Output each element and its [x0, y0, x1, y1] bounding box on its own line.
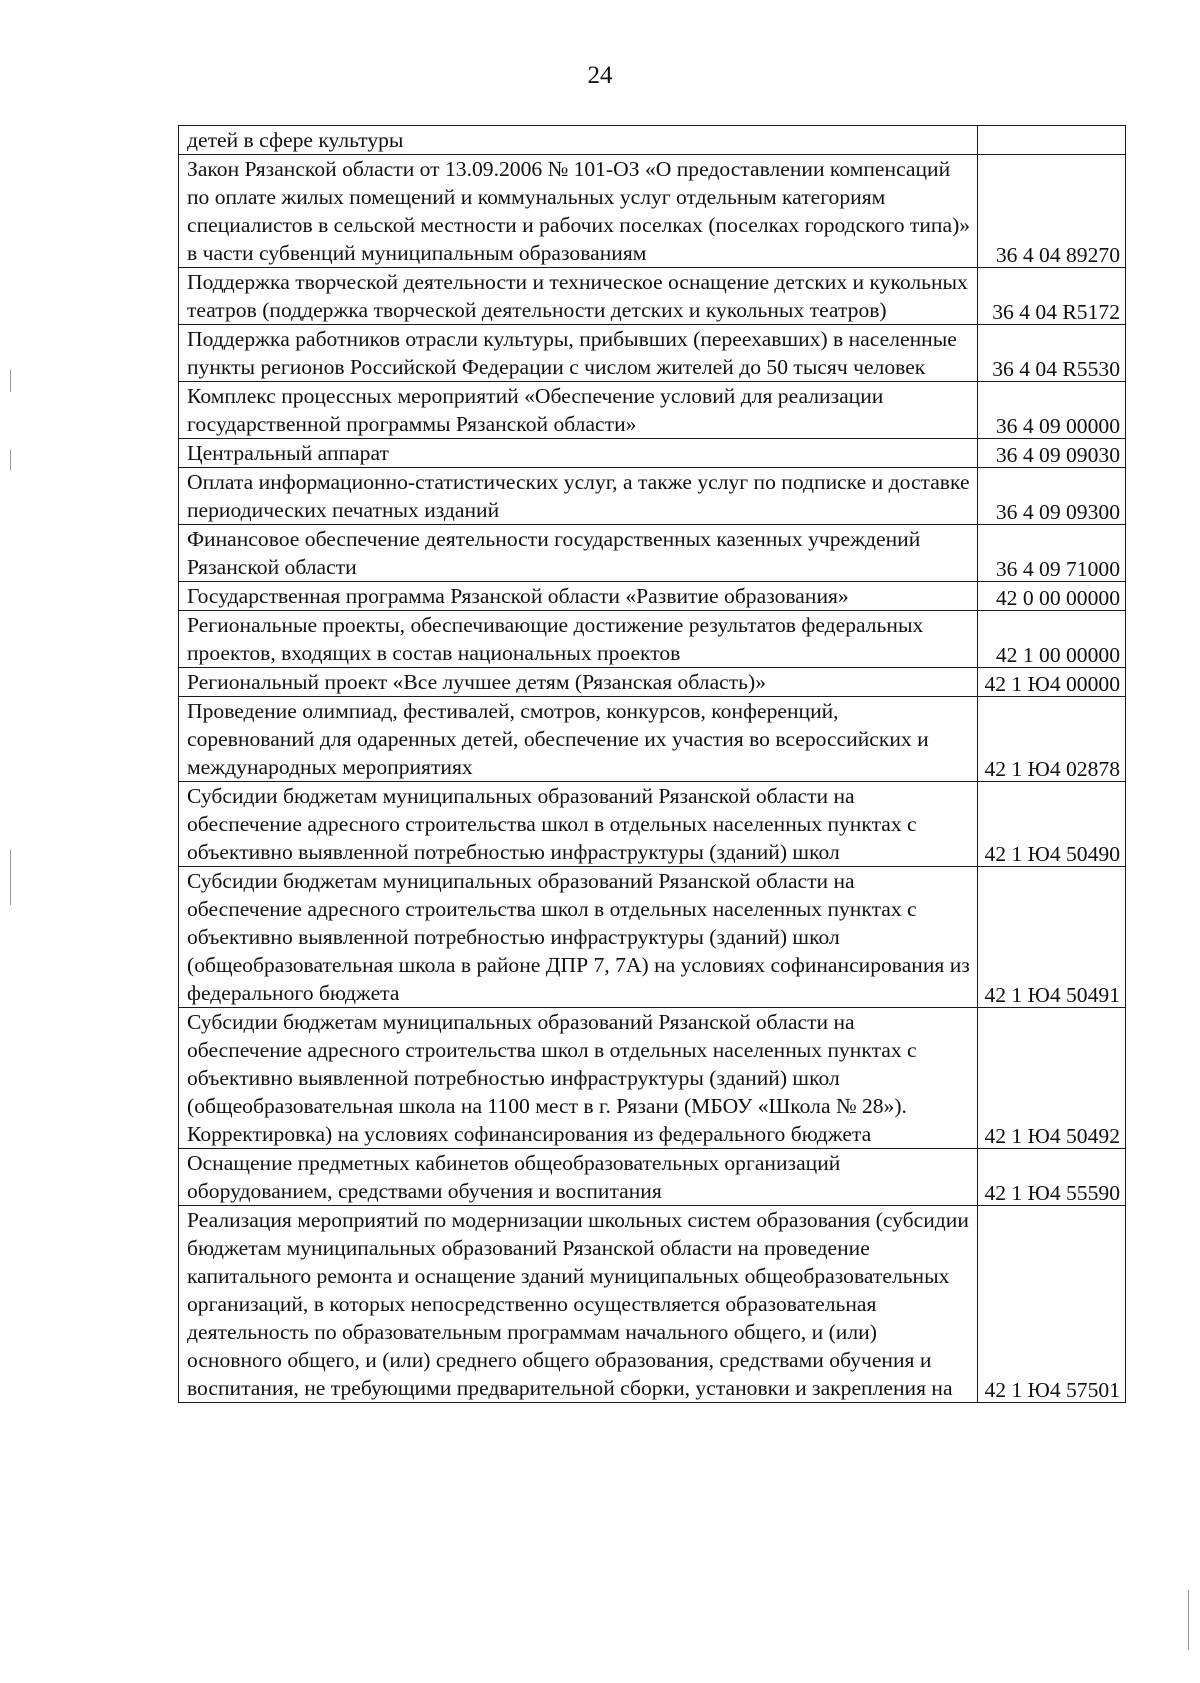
row-code-value: 42 1 Ю4 50490: [984, 842, 1120, 866]
row-code: [978, 582, 1126, 611]
table-row: [179, 439, 1126, 468]
row-code: [978, 697, 1126, 782]
row-code-value: 42 1 Ю4 00000: [984, 672, 1120, 696]
table-row: [179, 668, 1126, 697]
row-code-value: 36 4 04 R5530: [992, 357, 1120, 381]
row-name: Поддержка работников отрасли культуры, прибывших (переехавших) в населенные пункты регионов Российской Федерации с числом жителей до 50 тысяч человек: [179, 325, 978, 382]
row-name: Оснащение предметных кабинетов общеобразовательных организаций оборудованием, средствами обучения и воспитания: [179, 1149, 978, 1206]
row-code: [978, 155, 1126, 268]
row-code: [978, 268, 1126, 325]
row-name: Закон Рязанской области от 13.09.2006 № 101-ОЗ «О предоставлении компенсаций по оплате жилых помещений и коммунальных услуг отдельным категориям специалистов в сельской местности и рабочих поселках (поселках городского типа)» в части субвенций муниципальным образованиям: [179, 155, 978, 268]
table-row: [179, 382, 1126, 439]
row-code: [978, 525, 1126, 582]
row-code: [978, 668, 1126, 697]
table-row: [179, 155, 1126, 268]
scan-artifact-line: [1188, 1590, 1189, 1650]
scan-artifact-line: [10, 450, 11, 470]
row-name: Оплата информационно-статистических услуг, а также услуг по подписке и доставке периодических печатных изданий: [179, 468, 978, 525]
page-number: 24: [587, 62, 613, 89]
table-row: [179, 782, 1126, 867]
row-name: Региональные проекты, обеспечивающие достижение результатов федеральных проектов, входящих в состав национальных проектов: [179, 611, 978, 668]
table-row: [179, 582, 1126, 611]
row-name: Государственная программа Рязанской области «Развитие образования»: [179, 582, 978, 611]
row-code-value: 42 1 Ю4 50491: [984, 983, 1120, 1007]
table-row: [179, 468, 1126, 525]
row-code: [978, 782, 1126, 867]
table-row: [179, 697, 1126, 782]
row-code-value: 36 4 04 R5172: [992, 300, 1120, 324]
scan-artifact-line: [10, 850, 11, 905]
row-name: Субсидии бюджетам муниципальных образований Рязанской области на обеспечение адресного строительства школ в отдельных населенных пунктах с объективно выявленной потребностью инфраструктуры (зданий) школ: [179, 782, 978, 867]
budget-classification-table: [178, 125, 1126, 1403]
row-code-value: 36 4 09 09030: [995, 443, 1120, 467]
table-row: [179, 525, 1126, 582]
row-name: Региональный проект «Все лучшее детям (Рязанская область)»: [179, 668, 978, 697]
row-code: [978, 439, 1126, 468]
scan-artifact-line: [10, 370, 11, 392]
row-code: [978, 468, 1126, 525]
row-name: Субсидии бюджетам муниципальных образований Рязанской области на обеспечение адресного строительства школ в отдельных населенных пунктах с объективно выявленной потребностью инфраструктуры (зданий) школ (общеобразовательная школа в районе ДПР 7, 7А) на условиях софинансирования из федерального бюджета: [179, 867, 978, 1008]
row-code: [978, 126, 1126, 155]
row-code: [978, 382, 1126, 439]
table-row: [179, 611, 1126, 668]
row-code-value: 42 1 Ю4 55590: [984, 1181, 1120, 1205]
row-name: Проведение олимпиад, фестивалей, смотров, конкурсов, конференций, соревнований для одаренных детей, обеспечение их участия во всероссийских и международных мероприятиях: [179, 697, 978, 782]
row-code: [978, 1206, 1126, 1403]
row-code-value: 42 0 00 00000: [995, 586, 1120, 610]
row-name: детей в сфере культуры: [179, 126, 978, 155]
table-row: [179, 126, 1126, 155]
table-row: [179, 268, 1126, 325]
table-row: [179, 1206, 1126, 1403]
row-name: Поддержка творческой деятельности и техническое оснащение детских и кукольных театров (поддержка творческой деятельности детских и кукольных театров): [179, 268, 978, 325]
table-row: [179, 325, 1126, 382]
row-name: Комплекс процессных мероприятий «Обеспечение условий для реализации государственной программы Рязанской области»: [179, 382, 978, 439]
row-code: [978, 325, 1126, 382]
table-row: [179, 1149, 1126, 1206]
row-code-value: 42 1 Ю4 50492: [984, 1124, 1120, 1148]
row-code-value: 36 4 09 00000: [995, 414, 1120, 438]
row-code-value: 36 4 04 89270: [995, 243, 1120, 267]
row-code-value: 42 1 Ю4 02878: [984, 757, 1120, 781]
row-code: [978, 611, 1126, 668]
row-code-value: 42 1 Ю4 57501: [984, 1378, 1120, 1402]
row-name: Субсидии бюджетам муниципальных образований Рязанской области на обеспечение адресного строительства школ в отдельных населенных пунктах с объективно выявленной потребностью инфраструктуры (зданий) школ (общеобразовательная школа на 1100 мест в г. Рязани (МБОУ «Школа № 28»). Корректировка) на условиях софинансирования из федерального бюджета: [179, 1008, 978, 1149]
row-name: Финансовое обеспечение деятельности государственных казенных учреждений Рязанской области: [179, 525, 978, 582]
table-row: [179, 867, 1126, 1008]
table-row: [179, 1008, 1126, 1149]
row-name: Центральный аппарат: [179, 439, 978, 468]
row-code-value: 36 4 09 71000: [995, 557, 1120, 581]
row-name: Реализация мероприятий по модернизации школьных систем образования (субсидии бюджетам муниципальных образований Рязанской области на проведение капитального ремонта и оснащение зданий муниципальных общеобразовательных организаций, в которых непосредственно осуществляется образовательная деятельность по образовательным программам начального общего, и (или) основного общего, и (или) среднего общего образования, средствами обучения и воспитания, не требующими предварительной сборки, установки и закрепления на: [179, 1206, 978, 1403]
row-code: [978, 1008, 1126, 1149]
row-code: [978, 867, 1126, 1008]
row-code-value: 36 4 09 09300: [995, 500, 1120, 524]
row-code-value: 42 1 00 00000: [995, 643, 1120, 667]
row-code: [978, 1149, 1126, 1206]
